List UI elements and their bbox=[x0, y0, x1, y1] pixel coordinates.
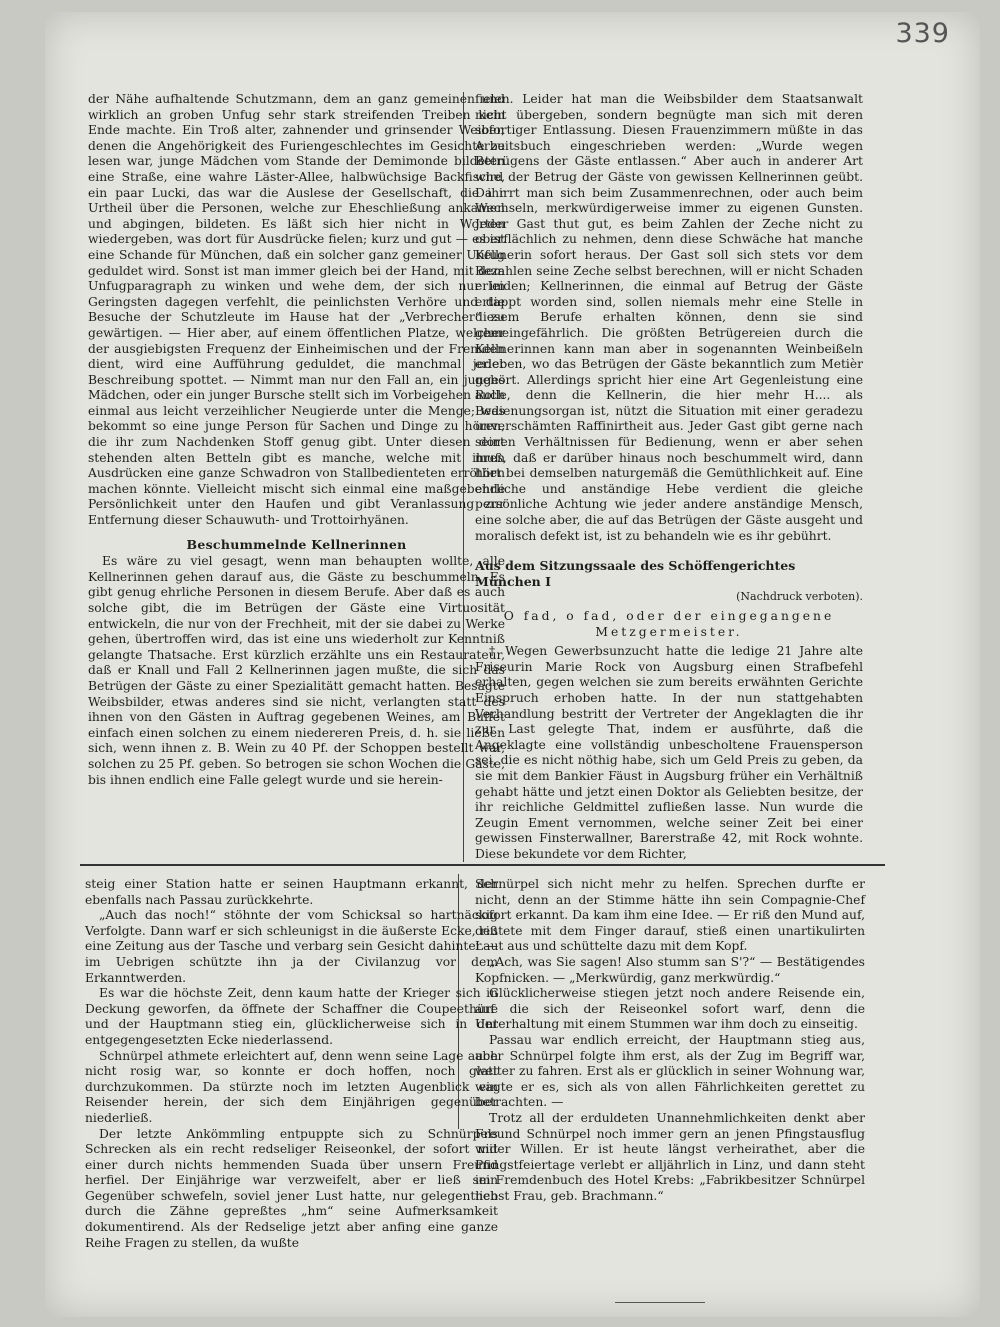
paragraph: fielen. Leider hat man die Weibsbilder dem Staatsanwalt nicht übergeben, sondern begnügte man sich mit deren sofortiger Entlassung. Diesen Frauenzimmern müßte in das Arbeitsbuch eingeschrieben werden: „Wurde wegen Betrügens der Gäste entlassen.“ Aber auch in anderer Art wird der Betrug der Gäste von gewissen Kellnerinnen geübt. Da irrt man sich beim Zusammenrechnen, oder auch beim Wechseln, merkwürdigerweise immer zu eigenen Gunsten. Jeder Gast thut gut, es beim Zahlen der Zeche nicht zu oberflächlich zu nehmen, denn diese Schwäche hat manche Kellnerin sofort heraus. Der Gast soll sich stets vor dem Bezahlen seine Zeche selbst berechnen, will er nicht Schaden erleiden; Kellnerinnen, die einmal auf Betrug der Gäste ertappt worden sind, sollen niemals mehr eine Stelle in diesem Berufe erhalten können, denn sie sind gemeingefährlich. Die größten Betrügereien durch die Kellnerinnen kann man aber in sogenannten Weinbeißeln erleben, wo das Betrügen der Gäste bekanntlich zum Metièr gehört. Allerdings spricht hier eine Art Gegenleistung eine Rolle, denn die Kellnerin, die hier mehr H.... als Bedienungsorgan ist, nützt die Situation mit einer geradezu unverschämten Raffinirtheit aus. Jeder Gast gibt gerne nach seinen Verhältnissen für Bedienung, wenn er aber sehen muß, daß er darüber hinaus noch beschummelt wird, dann hört bei demselben naturgemäß die Gemüthlichkeit auf. Eine ehrliche und anständige Hebe verdient die gleiche persönliche Achtung wie jeder andere anständige Mensch, eine solche aber, die auf das Betrügen der Gäste ausgeht und moralisch defekt ist, ist zu behandeln wie es ihr gebührt. bbox=[475, 92, 863, 543]
paragraph: Es war die höchste Zeit, denn kaum hatte der Krieger sich in Deckung geworfen, da öffnete der Schaffner die Coupeethüre und der Hauptmann stieg ein, glücklicherweise sich in der entgegengesetzten Ecke niederlassend. bbox=[85, 986, 498, 1047]
paragraph: Glücklicherweise stiegen jetzt noch andere Reisende ein, auf die sich der Reiseonkel sofort warf, denn die Unterhaltung mit einem Stummen war ihm doch zu einseitig. bbox=[475, 986, 865, 1032]
end-rule bbox=[615, 1302, 705, 1303]
section-title: Beschummelnde Kellnerinnen bbox=[186, 536, 407, 552]
column-bottom-right bbox=[475, 877, 865, 1204]
column-top-left bbox=[88, 92, 505, 788]
paragraph: † Wegen Gewerbsunzucht hatte die ledige 21 Jahre alte Friseurin Marie Rock von Augsburg einen Strafbefehl erhalten, gegen welchen sie zum bereits erwähnten Gerichte Einspruch erhoben hatte. In der nun stattgehabten Verhandlung bestritt der Vertreter der Angeklagten die ihr zur Last gelegte That, indem er ausführte, daß die Angeklagte eine vollständig unbescholtene Frauensperson sei, die es nicht nöthig habe, sich um Geld Preis zu geben, da sie mit dem Bankier Fäust in Augsburg früher ein Verhältniß gehabt hätte und jetzt einen Doktor als Geliebten besitze, der ihr reichliche Geldmittel zufließen lasse. Nun wurde die Zeugin Ement vernommen, welche seiner Zeit bei einer gewissen Finsterwallner, Barerstraße 42, mit Rock wohnte. Diese bekundete vor dem Richter, bbox=[475, 644, 863, 861]
paragraph: der Nähe aufhaltende Schutzmann, dem an ganz gemeinen und wirklich an groben Unfug sehr stark streifenden Treiben kein Ende machte. Ein Troß alter, zahnender und grinsender Weiber, denen die Angehörigkeit des Furiengeschlechtes im Gesichte zu lesen war, junge Mädchen vom Stande der Demimonde bildeten eine Straße, eine wahre Läster-Allee, halbwüchsige Backfische, ein paar Lucki, das war die Auslese der Gesellschaft, die ihr Urtheil über die Personen, welche zur Eheschließung ankamen und abgingen, bildeten. Es läßt sich hier nicht in Worten wiedergeben, was dort für Ausdrücke fielen; kurz und gut — es ist eine Schande für München, daß ein solcher ganz gemeiner Unfug geduldet wird. Sonst ist man immer gleich bei der Hand, mit dem Unfugparagraph zu winken und wehe dem, der sich nur im Geringsten dagegen verfehlt, die peinlichsten Verhöre und die Besuche der Schutzleute im Hause hat der „Verbrecher“ zu gewärtigen. — Hier aber, auf einem öffentlichen Platze, welcher der ausgiebigsten Frequenz der Einheimischen und der Fremden dient, wird eine Aufführung geduldet, die manchmal jeder Beschreibung spottet. — Nimmt man nur den Fall an, ein junges Mädchen, oder ein junger Bursche stellt sich im Vorbeigehen auch einmal aus leicht verzeihlicher Neugierde unter die Menge; was bekommt so eine junge Person für Sachen und Dinge zu hören, die ihr zum Nachdenken Stoff genug gibt. Unter diesen dort stehenden alten Betteln gibt es manche, welche mit ihren Ausdrücken eine ganze Schwadron von Stallbedienteten erröthen machen könnte. Vielleicht mischt sich einmal eine maßgebende Persönlichkeit unter den Haufen und gibt Veranlassung zur Entfernung dieser Schauwuth- und Trottoirhyänen. bbox=[88, 92, 505, 528]
column-top-right bbox=[475, 92, 863, 863]
paragraph: Trotz all der erduldeten Unannehmlichkeiten denkt aber Freund Schnürpel noch immer gern an jenen Pfingstausflug wider Willen. Er ist heute längst verheirathet, aber die Pfingstfeiertage verlebt er alljährlich in Linz, und dann steht im Fremdenbuch des Hotel Krebs: „Fabrikbesitzer Schnürpel nebst Frau, geb. Brachmann.“ bbox=[475, 1110, 865, 1203]
court-report-subtitle: O fad, o fad, oder der eingegangene Metzgermeister. bbox=[503, 609, 835, 639]
paragraph: Der letzte Ankömmling entpuppte sich zu Schnürpels Schrecken als ein recht redseliger Reiseonkel, der sofort mit einer durch nichts hemmenden Suada über unsern Freund herfiel. Der Einjährige war verzweifelt, aber er ließ sein Gegenüber schwefeln, soviel jener Lust hatte, nur gelegentlich durch die Zähne gepreßtes „hm“ seine Aufmerksamkeit dokumentirend. Als der Redselige jetzt aber anfing eine ganze Reihe Fragen zu stellen, da wußte bbox=[85, 1126, 498, 1250]
page-number: 339 bbox=[895, 18, 950, 49]
horizontal-divider bbox=[80, 864, 885, 866]
paragraph: Schnürpel sich nicht mehr zu helfen. Sprechen durfte er nicht, denn an der Stimme hätte ihn sein Compagnie-Chef sofort erkannt. Da kam ihm eine Idee. — Er riß den Mund auf, deutete mit dem Finger darauf, stieß einen unartikulirten Laut aus und schüttelte dazu mit dem Kopf. bbox=[475, 877, 865, 954]
paragraph: Schnürpel athmete erleichtert auf, denn wenn seine Lage auch nicht rosig war, so konnte er doch hoffen, noch glatt durchzukommen. Da stürzte noch im letzten Augenblick ein Reisender herein, der sich dem Einjährigen gegenüber niederließ. bbox=[85, 1048, 498, 1125]
paragraph: Passau war endlich erreicht, der Hauptmann stieg aus, aber Schnürpel folgte ihm erst, als der Zug im Begriff war, weiter zu fahren. Erst als er glücklich in seiner Wohnung war, wagte er es, sich als von allen Fährlichkeiten gerettet zu betrachten. — bbox=[475, 1032, 865, 1110]
paragraph: „Auch das noch!“ stöhnte der vom Schicksal so hartnäckig Verfolgte. Dann warf er sich schleunigst in die äußerste Ecke, riß eine Zeitung aus der Tasche und verbarg sein Gesicht dahinter — im Uebrigen schützte ihn ja der Civilanzug vor dem Erkanntwerden. bbox=[85, 908, 498, 985]
court-report-title: Aus dem Sitzungssaale des Schöffengerichtes München I bbox=[475, 558, 796, 589]
reprint-note: (Nachdruck verboten). bbox=[736, 590, 863, 604]
newspaper-page bbox=[45, 12, 980, 1317]
paragraph: „Ach, was Sie sagen! Also stumm san S'?“ — Bestätigendes Kopfnicken. — „Merkwürdig, ganz merkwürdig.“ bbox=[475, 954, 865, 985]
paragraph: Es wäre zu viel gesagt, wenn man behaupten wollte, alle Kellnerinnen gehen darauf aus, die Gäste zu beschummeln. Es gibt genug ehrliche Personen in diesem Berufe. Aber daß es auch solche gibt, die im Betrügen der Gäste eine Virtuosität entwickeln, die nur von der Frechheit, mit der sie dabei zu Werke gehen, übertroffen wird, das ist eine uns wiederholt zur Kenntniß gelangte Thatsache. Erst kürzlich erzählte uns ein Restaurateur, daß er Knall und Fall 2 Kellnerinnen jagen mußte, die sich das Betrügen der Gäste zu einer Spezialitätt gemacht hatten. Besagte Weibsbilder, etwas anderes sind sie nicht, verlangten statt des ihnen von den Gästen in Auftrag gegebenen Weines, am Buffet einfach einen solchen zu einem niedereren Preis, d. h. sie ließen sich, wenn ihnen z. B. Wein zu 40 Pf. der Schoppen bestellt war, solchen zu 25 Pf. geben. So betrogen sie schon Wochen die Gäste, bis ihnen endlich eine Falle gelegt wurde und sie herein- bbox=[88, 554, 505, 787]
column-bottom-left bbox=[85, 877, 498, 1251]
paragraph: steig einer Station hatte er seinen Hauptmann erkannt, der ebenfalls nach Passau zurückkehrte. bbox=[85, 877, 498, 907]
